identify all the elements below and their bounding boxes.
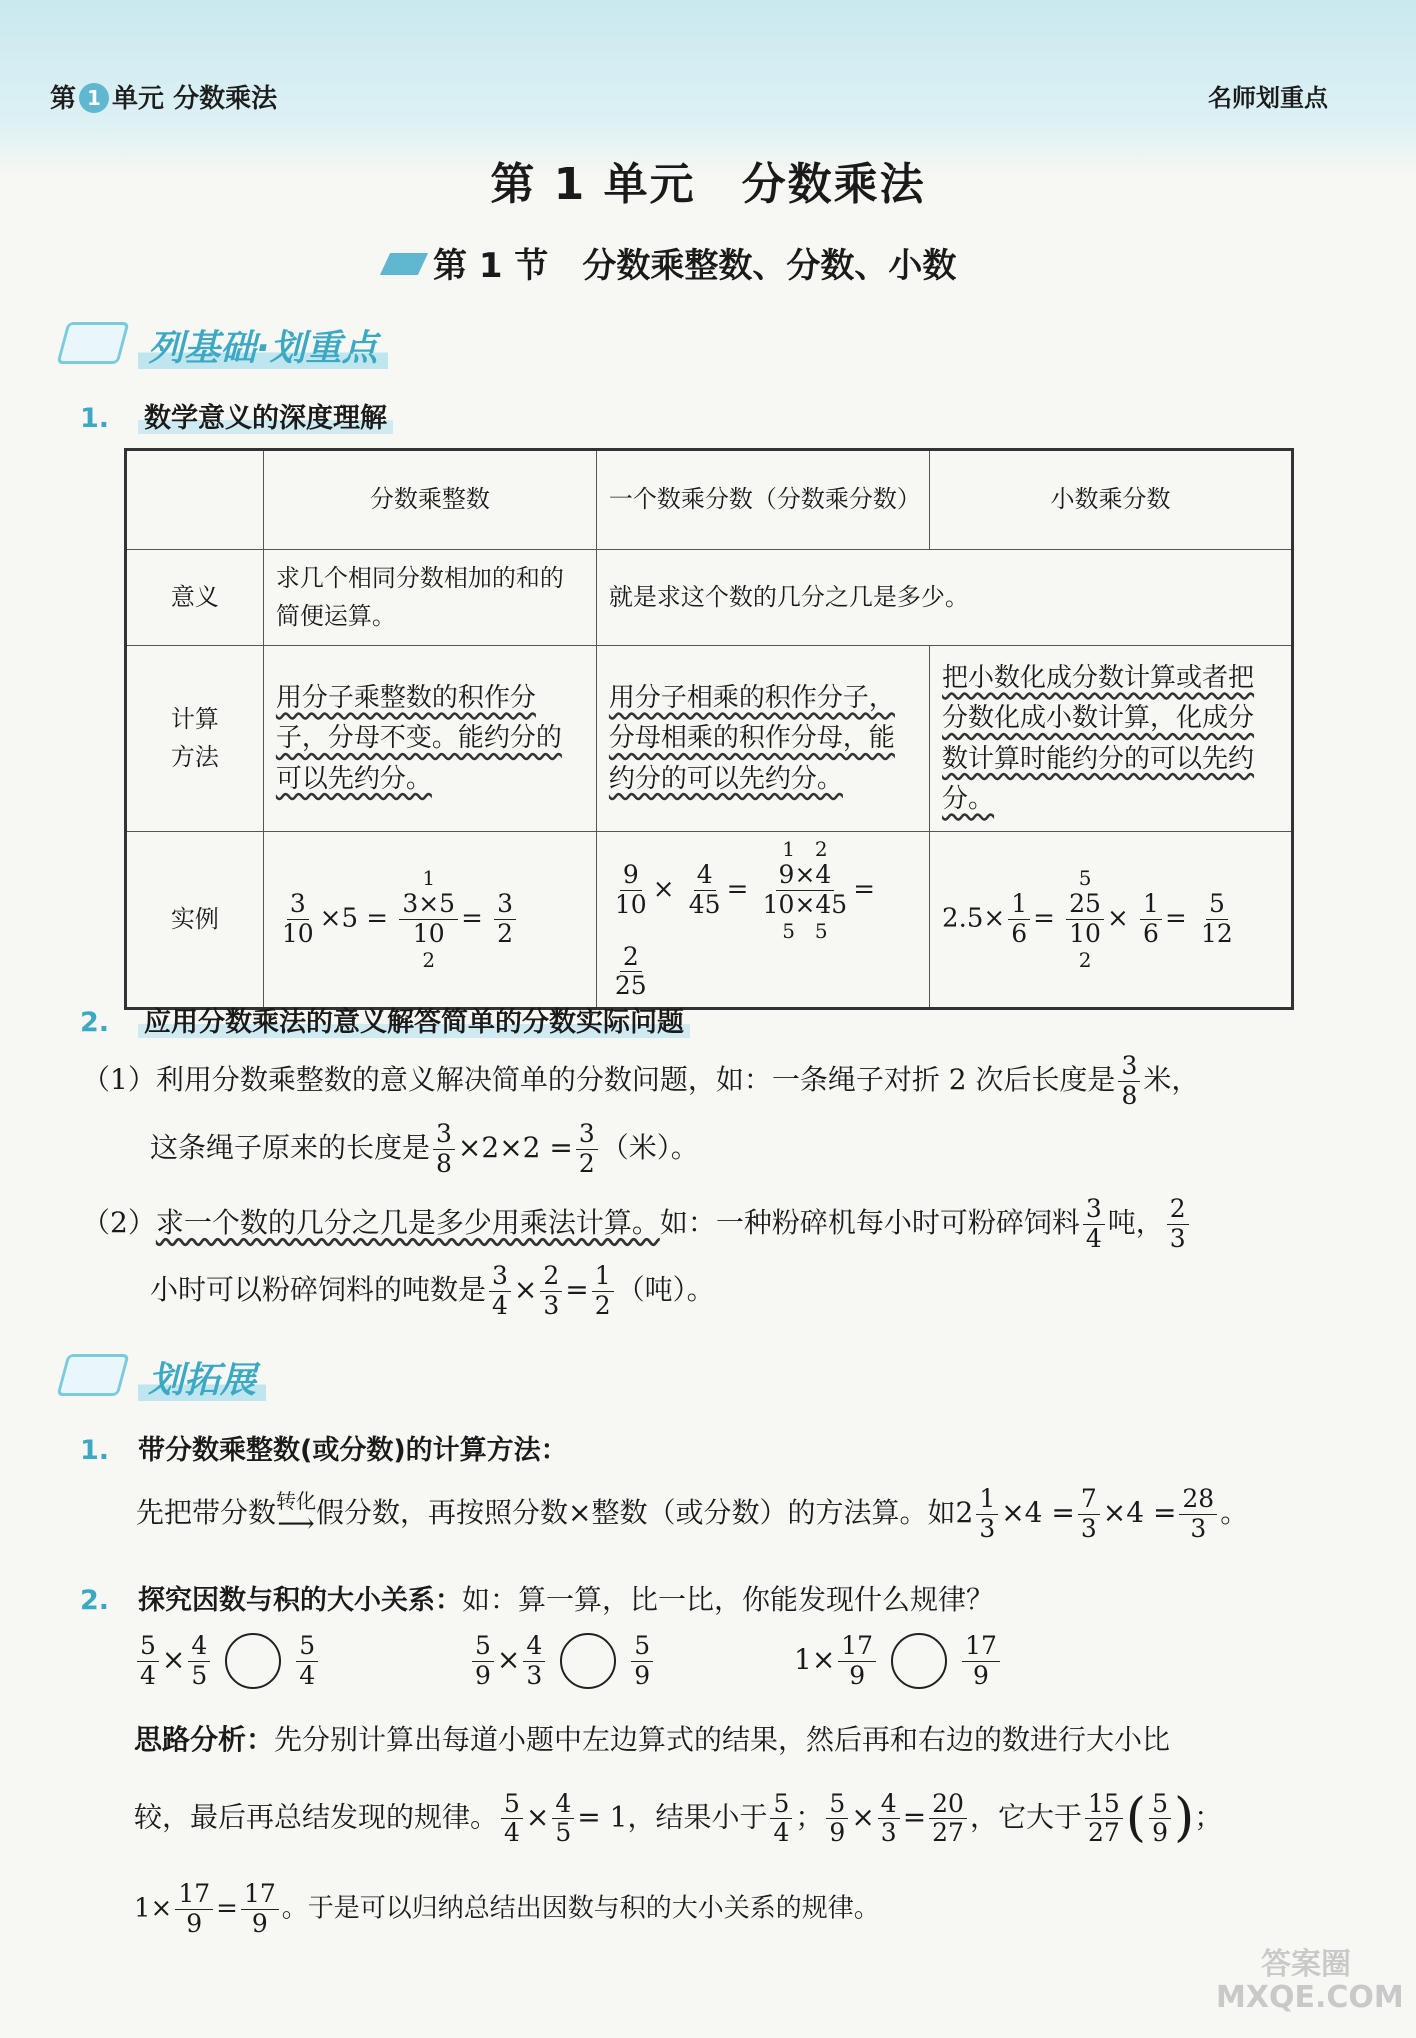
compare-3: 1× $\frac{17}{9}$ $\frac{17}{9}$ — [794, 1643, 1003, 1676]
heading-number: 1. — [80, 403, 110, 434]
answer-circle[interactable] — [891, 1633, 947, 1689]
ext-heading-1 — [80, 1428, 568, 1467]
banner-extension-label: 划拓展 — [138, 1360, 266, 1401]
text: 。于是可以归纳总结出因数与积的大小关系的规律。 — [281, 1893, 880, 1924]
heading-number: 2. — [80, 1585, 110, 1616]
table-cell: 用分子乘整数的积作分子，分母不变。能约分的可以先约分。 — [263, 646, 596, 832]
heading-number: 2. — [80, 1007, 110, 1038]
table-row-method — [126, 646, 1293, 832]
running-header-left — [50, 78, 277, 115]
paragraph-1-line-2: 这条绳子原来的长度是 $\frac{3}{8}$ ×2×2 = $\frac{3}{2}$ （米）。 — [150, 1119, 699, 1178]
emphasis-text: 求一个数的几分之几是多少用乘法计算。 — [155, 1205, 660, 1239]
example-fraction: $\frac{9}{10}$ × $\frac{4}{45}$ = 1 2 9×4 10×45 5 5 = $\frac{2}{25}$ — [596, 832, 929, 1009]
table-corner — [126, 450, 264, 550]
meaning-table — [124, 448, 1294, 1010]
text: 先分别计算出每道小题中左边算式的结果，然后再和右边的数进行大小比 — [274, 1723, 1171, 1756]
ext-paragraph-1: 先把带分数 转化 ⟶ 假分数，再按照分数×整数（或分数）的方法算。如2 $\frac{1}{3}$ ×4 = $\frac{7}{3}$ ×4 = $\frac{28}{3}$ 。 — [136, 1484, 1249, 1543]
row-label: 意义 — [126, 550, 264, 646]
heading-number: 1. — [80, 1435, 110, 1466]
row-label: 实例 — [126, 832, 264, 1009]
compare-2: $\frac{5}{9}$ × $\frac{4}{3}$ $\frac{5}{9}$ — [469, 1643, 656, 1676]
ext-heading-2 — [80, 1578, 994, 1618]
table-header-row — [126, 450, 1293, 550]
table-cell: 就是求这个数的几分之几是多少。 — [596, 550, 1292, 646]
compare-1: $\frac{5}{4}$ × $\frac{4}{5}$ $\frac{5}{4}$ — [134, 1643, 321, 1676]
heading-1 — [80, 396, 393, 435]
arrow-label: 转化 — [276, 1489, 317, 1514]
watermark-stamp: 答案圈 MXQE.COM — [1216, 1947, 1404, 2015]
text: 先把带分数 — [136, 1495, 277, 1529]
text: 较，最后再总结发现的规律。 — [134, 1800, 499, 1834]
text: ×2×2 = — [457, 1130, 573, 1164]
example-integer: $\frac{3}{10}$ ×5 = 1 3×5 10 2 = $\frac{3}{2}$ — [263, 832, 596, 1009]
text: 吨， — [1107, 1205, 1164, 1239]
running-header-suffix: 单元 分数乘法 — [112, 84, 278, 114]
text: （2） — [82, 1205, 156, 1239]
header-cell: 小数乘分数 — [930, 450, 1293, 550]
text: ，它大于 — [969, 1800, 1082, 1834]
row-label: 计算方法 — [126, 646, 264, 832]
compare-row — [134, 1632, 1003, 1691]
answer-circle[interactable] — [225, 1633, 281, 1689]
answer-circle[interactable] — [560, 1633, 616, 1689]
text: 小时可以粉碎饲料的吨数是 — [150, 1272, 487, 1306]
section-title — [385, 238, 956, 287]
running-header-prefix: 第 — [50, 84, 77, 114]
paragraph-2-line-1: （2）求一个数的几分之几是多少用乘法计算。如：一种粉碎机每小时可粉碎饲料 $\frac{3}{4}$ 吨， $\frac{2}{3}$ — [82, 1195, 1192, 1254]
running-header-right: 名师划重点 — [1208, 84, 1328, 112]
text: 如：一种粉碎机每小时可粉碎饲料 — [659, 1205, 1080, 1239]
arrow-icon: ⟶ — [277, 1509, 315, 1540]
table-cell: 求几个相同分数相加的和的简便运算。 — [263, 550, 596, 646]
text: = 1，结果小于 — [577, 1800, 768, 1834]
text: 假分数，再按照分数×整数（或分数）的方法算。如 — [316, 1495, 956, 1529]
analysis-line-1 — [134, 1722, 1170, 1758]
heading-text: 应用分数乘法的意义解答简单的分数实际问题 — [138, 1007, 690, 1038]
heading-rest: 如：算一算，比一比，你能发现什么规律？ — [462, 1583, 995, 1616]
unit-title: 第 1 单元 分数乘法 — [490, 159, 926, 210]
book-icon — [56, 1354, 129, 1396]
book-icon — [56, 322, 129, 364]
text: （米）。 — [600, 1130, 699, 1164]
heading-text: 数学意义的深度理解 — [138, 403, 393, 434]
section-mark-icon — [380, 253, 428, 275]
paragraph-1-line-1: （1）利用分数乘整数的意义解决简单的分数问题，如：一条绳子对折 2 次后长度是 $\frac{3}{8}$ 米， — [82, 1051, 1200, 1110]
table-row-meaning — [126, 550, 1293, 646]
analysis-label: 思路分析： — [134, 1723, 275, 1756]
table-cell: 把小数化成分数计算或者把分数化成小数计算，化成分数计算时能约分的可以先约分。 — [930, 646, 1293, 832]
text: （吨）。 — [616, 1272, 715, 1306]
heading-text: 探究因数与积的大小关系： — [138, 1585, 462, 1616]
example-decimal: 2.5× $\frac{1}{6}$ = 5 25 10 2 × $\frac{1}{6}$ = $\frac{5}{12}$ — [930, 832, 1293, 1009]
text: 这条绳子原来的长度是 — [150, 1130, 431, 1164]
text: （1）利用分数乘整数的意义解决简单的分数问题，如：一条绳子对折 2 次后长度是 — [82, 1062, 1116, 1096]
section-title-text: 第 1 节 分数乘整数、分数、小数 — [433, 246, 957, 286]
table-row-example — [126, 832, 1293, 1009]
banner-extension — [62, 1352, 266, 1408]
banner-basics — [62, 320, 388, 376]
heading-2 — [80, 1000, 690, 1039]
paragraph-2-line-2: 小时可以粉碎饲料的吨数是 $\frac{3}{4}$ × $\frac{2}{3}$ = $\frac{1}{2}$ （吨）。 — [150, 1261, 715, 1320]
table-cell: 用分子相乘的积作分子，分母相乘的积作分母，能约分的可以先约分。 — [596, 646, 929, 832]
unit-number-badge: 1 — [79, 83, 109, 113]
analysis-line-2: 较，最后再总结发现的规律。 $\frac{5}{4}$ × $\frac{4}{5}$ = 1，结果小于 $\frac{5}{4}$ ； $\frac{5}{9}$ × $\frac{4}{3}$ = $\frac{20}{27}$ ，它大于 $\frac{15}{27}$ ( $\frac{5}{9}$ )； — [134, 1788, 1223, 1848]
header-cell: 一个数乘分数（分数乘分数） — [596, 450, 929, 550]
heading-text: 带分数乘整数(或分数)的计算方法： — [138, 1435, 568, 1466]
text: 米， — [1143, 1062, 1200, 1096]
banner-basics-label: 列基础·划重点 — [138, 328, 388, 369]
header-cell: 分数乘整数 — [263, 450, 596, 550]
analysis-line-3: 1× $\frac{17}{9}$ = $\frac{17}{9}$ 。于是可以归纳总结出因数与积的大小关系的规律。 — [134, 1879, 880, 1938]
